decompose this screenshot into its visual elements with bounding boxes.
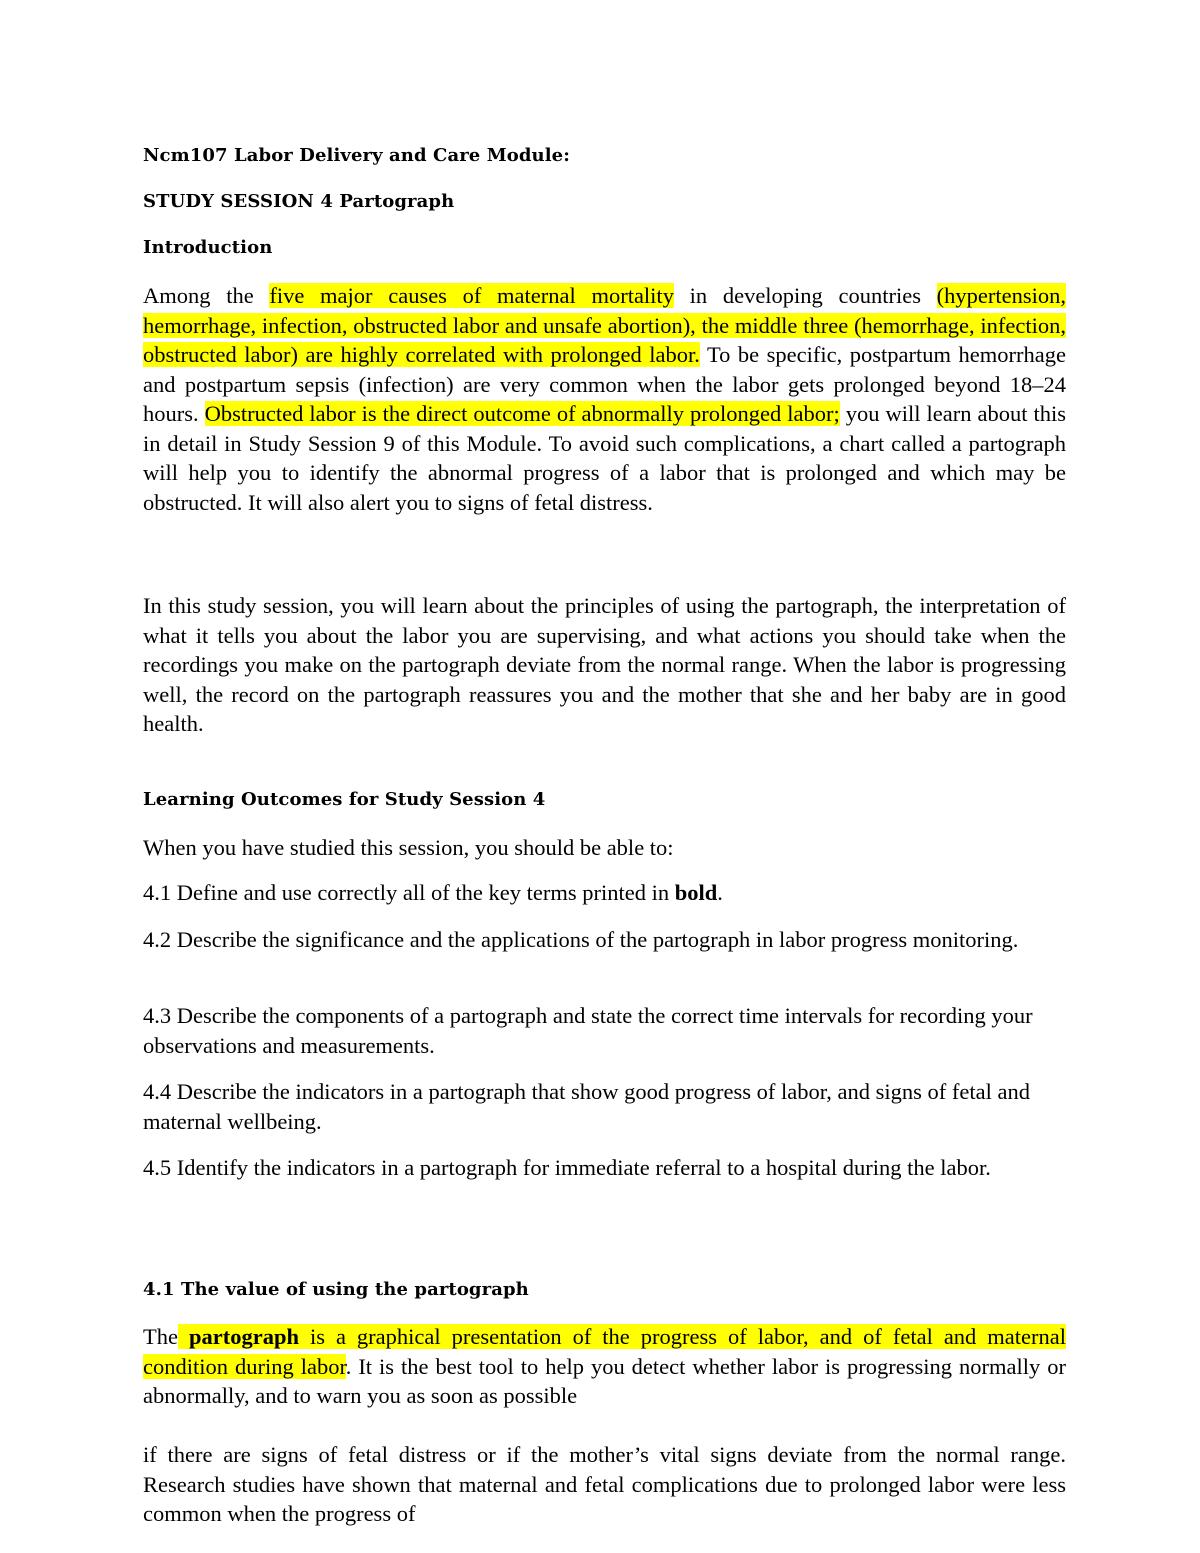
highlight-prolonged-labor-causes: (hypertension, hemorrhage, infection, obstructed labor and unsafe abortion), the middle three (hemorrhage, infection, obstructed labor) are highly correlated with prolonged labor. xyxy=(143,283,1067,367)
outcome-4-4: 4.4 Describe the indicators in a partograph that show good progress of labor, and signs of fetal and maternal wellbeing. xyxy=(143,1079,1030,1134)
introduction-heading: Introduction xyxy=(143,237,273,258)
intro-paragraph-1: Among the five major causes of maternal mortality in developing countries (hypertension, hemorrhage, infection, obstructed labor and unsafe abortion), the middle three (hemorrhage, infection, obstructed labor) are highly correlated with prolonged labor. To be specific, postpartum hemorrhage and postpartum sepsis (infection) are very common when the labor gets prolonged beyond 18–24 hours. Obstructed labor is the direct outcome of abnormally prolonged labor; you will learn about this in detail in Study Session 9 of this Module. To avoid such complications, a chart called a partograph will help you to identify the abnormal progress of a labor that is prolonged and which may be obstructed. It will also alert you to signs of fetal distress. xyxy=(143,283,1067,515)
highlight-obstructed-labor: Obstructed labor is the direct outcome of abnormally prolonged labor; xyxy=(204,401,840,426)
session-title: STUDY SESSION 4 Partograph xyxy=(143,191,455,212)
outcome-4-2: 4.2 Describe the significance and the applications of the partograph in labor progress monitoring. xyxy=(143,927,1019,952)
partograph-term: partograph xyxy=(177,1324,299,1349)
section-4-1-paragraph-1: The partograph is a graphical presentation of the progress of labor, and of fetal and maternal condition during labor. It is the best tool to help you detect whether labor is progressing normally or abnormally, and to warn you as soon as possible xyxy=(143,1324,1066,1408)
module-title: Ncm107 Labor Delivery and Care Module: xyxy=(143,145,570,166)
highlight-partograph-definition: partograph is a graphical presentation of the progress of labor, and of fetal and maternal condition during labor xyxy=(143,1324,1066,1379)
highlight-maternal-mortality: five major causes of maternal mortality xyxy=(269,283,674,308)
outcome-4-1: 4.1 Define and use correctly all of the key terms printed in bold. xyxy=(143,880,723,905)
outcomes-lead: When you have studied this session, you should be able to: xyxy=(143,835,674,860)
outcome-4-5: 4.5 Identify the indicators in a partograph for immediate referral to a hospital during the labor. xyxy=(143,1155,991,1180)
outcome-4-3: 4.3 Describe the components of a partograph and state the correct time intervals for recording your observations and measurements. xyxy=(143,1003,1033,1058)
intro-paragraph-2: In this study session, you will learn about the principles of using the partograph, the interpretation of what it tells you about the labor you are supervising, and what actions you should take when the recordings you make on the partograph deviate from the normal range. When the labor is progressing well, the record on the partograph reassures you and the mother that she and her baby are in good health. xyxy=(143,593,1066,736)
bold-term: bold xyxy=(674,880,718,905)
section-4-1-heading: 4.1 The value of using the partograph xyxy=(143,1279,529,1300)
learning-outcomes-heading: Learning Outcomes for Study Session 4 xyxy=(143,789,546,810)
section-4-1-paragraph-2: if there are signs of fetal distress or if the mother’s vital signs deviate from the normal range. Research studies have shown that maternal and fetal complications due to prolonged labor were less common when the progress of xyxy=(143,1442,1066,1526)
